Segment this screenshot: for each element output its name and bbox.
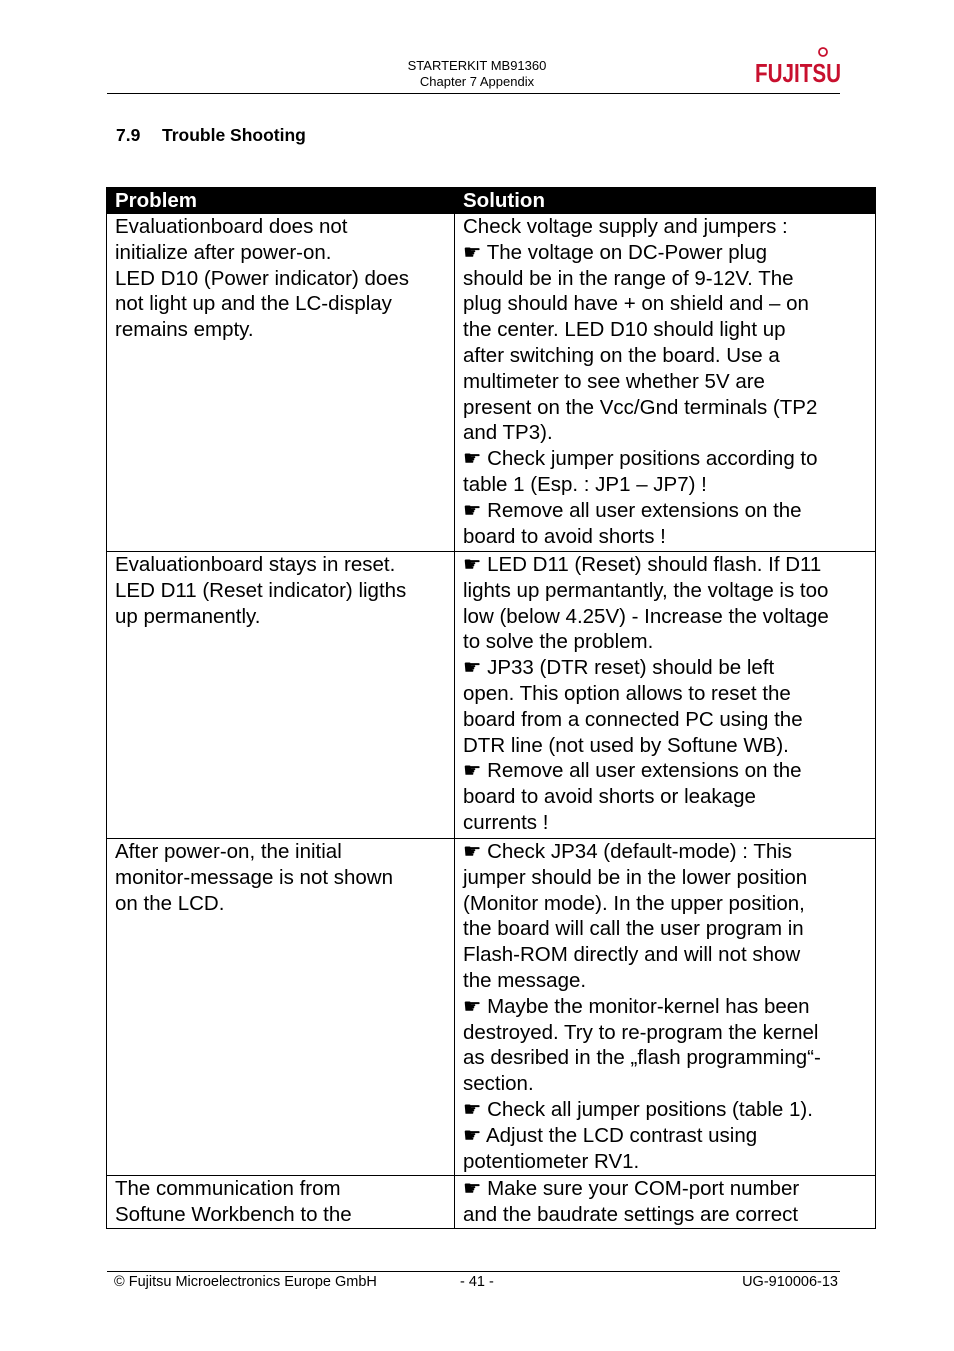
text-line: ☛ JP33 (DTR reset) should be left bbox=[463, 656, 775, 680]
text-line: Check voltage supply and jumpers : bbox=[463, 215, 788, 238]
solution-cell bbox=[455, 1176, 876, 1229]
table-header-row bbox=[107, 188, 876, 214]
header-rule bbox=[107, 93, 840, 94]
trouble-shooting-table bbox=[106, 187, 876, 1229]
text-line: not light up and the LC-display bbox=[115, 292, 392, 316]
text-line: multimeter to see whether 5V are bbox=[463, 369, 765, 393]
text-line: ☛ The voltage on DC-Power plug bbox=[463, 240, 768, 264]
text-line: section. bbox=[463, 1072, 534, 1096]
text-line: to solve the problem. bbox=[463, 630, 654, 654]
table-row bbox=[107, 839, 876, 1176]
footer-rule bbox=[107, 1271, 840, 1272]
text-line: Evaluationboard does not bbox=[115, 215, 348, 238]
solution-cell bbox=[455, 839, 876, 1176]
text-line: ☛ Check JP34 (default-mode) : This bbox=[463, 840, 793, 863]
text-line: ☛ Maybe the monitor-kernel has been bbox=[463, 994, 810, 1018]
problem-cell bbox=[107, 1176, 455, 1229]
text-line: the center. LED D10 should light up bbox=[463, 318, 786, 342]
text-line: Softune Workbench to the bbox=[115, 1202, 352, 1226]
text-line: as desribed in the „flash programming“- bbox=[463, 1046, 821, 1070]
text-line: jumper should be in the lower position bbox=[463, 865, 808, 889]
footer-page-number: - 41 - bbox=[460, 1274, 494, 1290]
header-product: STARTERKIT MB91360 bbox=[407, 58, 547, 73]
text-line: (Monitor mode). In the upper position, bbox=[463, 891, 805, 915]
section-title: Trouble Shooting bbox=[162, 125, 306, 145]
header-solution: Solution bbox=[455, 188, 876, 214]
text-line: Flash-ROM directly and will not show bbox=[463, 943, 801, 967]
table-row bbox=[107, 1176, 876, 1229]
text-line: low (below 4.25V) - Increase the voltage bbox=[463, 604, 829, 628]
text-line: lights up permantantly, the voltage is too bbox=[463, 578, 829, 602]
text-line: table 1 (Esp. : JP1 – JP7) ! bbox=[463, 472, 707, 496]
text-line: board to avoid shorts or leakage bbox=[463, 785, 756, 809]
solution-cell bbox=[455, 552, 876, 839]
fujitsu-logo bbox=[755, 45, 843, 89]
text-line: potentiometer RV1. bbox=[463, 1149, 640, 1173]
text-line: up permanently. bbox=[115, 604, 261, 628]
text-line: ☛ Make sure your COM-port number bbox=[463, 1177, 800, 1200]
footer-document-id: UG-910006-13 bbox=[742, 1274, 838, 1290]
logo-text: FUJITSU bbox=[755, 58, 841, 88]
text-line: LED D10 (Power indicator) does bbox=[115, 266, 409, 290]
section-number: 7.9 bbox=[116, 125, 141, 145]
text-line: destroyed. Try to re-program the kernel bbox=[463, 1020, 819, 1044]
text-line: The communication from bbox=[115, 1177, 341, 1200]
solution-cell bbox=[455, 214, 876, 552]
text-line: ☛ Adjust the LCD contrast using bbox=[463, 1123, 758, 1147]
text-line: Evaluationboard stays in reset. bbox=[115, 553, 396, 576]
text-line: remains empty. bbox=[115, 318, 254, 342]
text-line: currents ! bbox=[463, 810, 549, 834]
problem-cell bbox=[107, 214, 455, 552]
text-line: the message. bbox=[463, 968, 587, 992]
text-line: ☛ Check jumper positions according to bbox=[463, 447, 818, 471]
footer-copyright: © Fujitsu Microelectronics Europe GmbH bbox=[114, 1274, 377, 1290]
text-line: on the LCD. bbox=[115, 891, 225, 915]
text-line: the board will call the user program in bbox=[463, 917, 804, 941]
header-chapter: Chapter 7 Appendix bbox=[419, 74, 535, 89]
text-line: after switching on the board. Use a bbox=[463, 343, 780, 367]
text-line: and the baudrate settings are correct bbox=[463, 1202, 799, 1226]
text-line: and TP3). bbox=[463, 421, 553, 445]
text-line: plug should have + on shield and – on bbox=[463, 292, 809, 316]
text-line: DTR line (not used by Softune WB). bbox=[463, 733, 789, 757]
text-line: monitor-message is not shown bbox=[115, 865, 394, 889]
text-line: open. This option allows to reset the bbox=[463, 681, 791, 705]
problem-cell bbox=[107, 839, 455, 1176]
problem-cell bbox=[107, 552, 455, 839]
text-line: should be in the range of 9-12V. The bbox=[463, 266, 794, 290]
text-line: present on the Vcc/Gnd terminals (TP2 bbox=[463, 395, 818, 419]
header-problem: Problem bbox=[107, 188, 455, 214]
text-line: board from a connected PC using the bbox=[463, 707, 803, 731]
text-line: ☛ Check all jumper positions (table 1). bbox=[463, 1097, 813, 1121]
section-heading bbox=[116, 125, 306, 146]
text-line: ☛ LED D11 (Reset) should flash. If D11 bbox=[463, 553, 822, 576]
table-row bbox=[107, 552, 876, 839]
table-row bbox=[107, 214, 876, 552]
text-line: ☛ Remove all user extensions on the bbox=[463, 759, 802, 783]
text-line: board to avoid shorts ! bbox=[463, 524, 666, 548]
text-line: initialize after power-on. bbox=[115, 240, 332, 264]
text-line: LED D11 (Reset indicator) ligths bbox=[115, 578, 407, 602]
text-line: ☛ Remove all user extensions on the bbox=[463, 498, 802, 522]
text-line: After power-on, the initial bbox=[115, 840, 342, 863]
